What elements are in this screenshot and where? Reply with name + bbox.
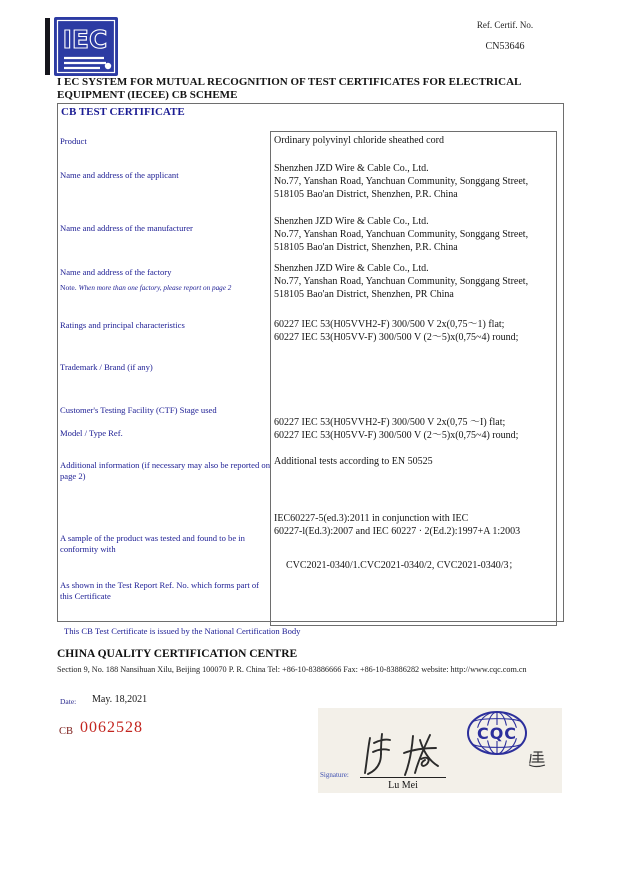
date-label: Date: xyxy=(60,697,77,706)
signature-line xyxy=(360,777,446,778)
value-conformity-line2: 60227-l(Ed.3):2007 and IEC 60227 · 2(Ed.2):1997+A 1:2003 xyxy=(274,526,521,538)
value-model-line2: 60227 IEC 53(H05VV-F) 300/500 V (2〜5)x(0,75~4) round; xyxy=(274,430,519,442)
value-applicant-line1: Shenzhen JZD Wire & Cable Co., Ltd. xyxy=(274,163,429,174)
cb-number-prefix: CB xyxy=(59,726,74,737)
certificate-title: CB TEST CERTIFICATE xyxy=(61,106,185,118)
value-factory-line1: Shenzhen JZD Wire & Cable Co., Ltd. xyxy=(274,263,429,274)
iec-logo-text: IEC xyxy=(62,25,108,54)
value-factory xyxy=(274,262,552,302)
factory-note-text: When more than one factory, please report on page 2 xyxy=(78,284,232,292)
value-applicant-line2: No.77, Yanshan Road, Yanchuan Community, Songgang Street, xyxy=(274,176,529,188)
value-additional-info: Additional tests according to EN 50525 xyxy=(274,456,433,467)
value-model xyxy=(274,416,552,442)
label-additional-info: Additional information (if necessary may also be reported on page 2) xyxy=(60,460,271,481)
value-test-reports: CVC2021-0340/1.CVC2021-0340/2, CVC2021-0340/3； xyxy=(286,560,519,571)
label-manufacturer: Name and address of the manufacturer xyxy=(60,223,193,233)
label-ctf: Customer's Testing Facility (CTF) Stage used xyxy=(60,405,217,415)
value-ratings-line1: 60227 IEC 53(H05VVH2-F) 300/500 V 2x(0,75〜1) flat; xyxy=(274,319,505,330)
label-model: Model / Type Ref. xyxy=(60,428,123,438)
value-applicant-line3: 518105 Bao'an District, Shenzhen, P.R. China xyxy=(274,189,458,201)
label-test-report: As shown in the Test Report Ref. No. which forms part of this Certificate xyxy=(60,580,260,601)
factory-note xyxy=(60,283,272,292)
cqc-logo-icon xyxy=(466,710,528,761)
label-product: Product xyxy=(60,136,87,146)
value-ratings xyxy=(274,318,552,344)
signature-label: Signature: xyxy=(320,771,349,779)
ref-certif-label: Ref. Certif. No. xyxy=(476,20,534,30)
value-manufacturer-line3: 518105 Bao'an District, Shenzhen, P.R. China xyxy=(274,242,458,254)
value-applicant xyxy=(274,162,552,202)
ncb-name: CHINA QUALITY CERTIFICATION CENTRE xyxy=(57,648,298,660)
value-product: Ordinary polyvinyl chloride sheathed cord xyxy=(274,135,444,146)
value-manufacturer-line2: No.77, Yanshan Road, Yanchuan Community, Songgang Street, xyxy=(274,229,529,241)
value-conformity xyxy=(274,512,552,538)
value-manufacturer xyxy=(274,215,552,255)
signature-name: Lu Mei xyxy=(388,780,418,791)
ref-certif-number: CN53646 xyxy=(485,41,525,52)
value-ratings-line2: 60227 IEC 53(H05VV-F) 300/500 V (2〜5)x(0,75~4) round; xyxy=(274,332,519,344)
cqc-logo-text: CQC xyxy=(476,724,518,743)
issued-by-statement: This CB Test Certificate is issued by the National Certification Body xyxy=(64,626,301,636)
iec-logo-left-bar xyxy=(45,18,50,75)
handwritten-signature-icon xyxy=(358,732,446,783)
label-sample-conformity: A sample of the product was tested and found to be in conformity with xyxy=(60,533,245,554)
label-ratings: Ratings and principal characteristics xyxy=(60,320,185,330)
label-applicant: Name and address of the applicant xyxy=(60,170,179,180)
value-factory-line2: No.77, Yanshan Road, Yanchuan Community, Songgang Street, xyxy=(274,276,529,288)
value-manufacturer-line1: Shenzhen JZD Wire & Cable Co., Ltd. xyxy=(274,216,429,227)
scheme-title: I EC SYSTEM FOR MUTUAL RECOGNITION OF TEST CERTIFICATES FOR ELECTRICAL EQUIPMENT (IECEE) CB SCHEME xyxy=(57,76,521,101)
iec-logo-icon xyxy=(54,17,118,81)
cb-number: 0062528 xyxy=(80,719,143,736)
value-factory-line3: 518105 Bao'an District, Shenzhen, PR China xyxy=(274,289,454,301)
label-trademark: Trademark / Brand (if any) xyxy=(60,362,153,372)
factory-note-prefix: Note. xyxy=(60,283,77,292)
date-value: May. 18,2021 xyxy=(92,694,148,705)
value-model-line1: 60227 IEC 53(H05VVH2-F) 300/500 V 2x(0,75 〜I) flat; xyxy=(274,417,506,428)
certificate-values-frame xyxy=(270,131,557,626)
value-conformity-line1: IEC60227-5(ed.3):2011 in conjunction with IEC xyxy=(274,513,469,524)
ncb-address: Section 9, No. 188 Nansihuan Xilu, Beijing 100070 P. R. China Tel: +86-10-83886666 Fax: +86-10-83886282 website: http://www.cqc.com.cn xyxy=(57,665,527,674)
jian-stamp-icon xyxy=(528,750,546,774)
label-factory: Name and address of the factory xyxy=(60,267,172,277)
